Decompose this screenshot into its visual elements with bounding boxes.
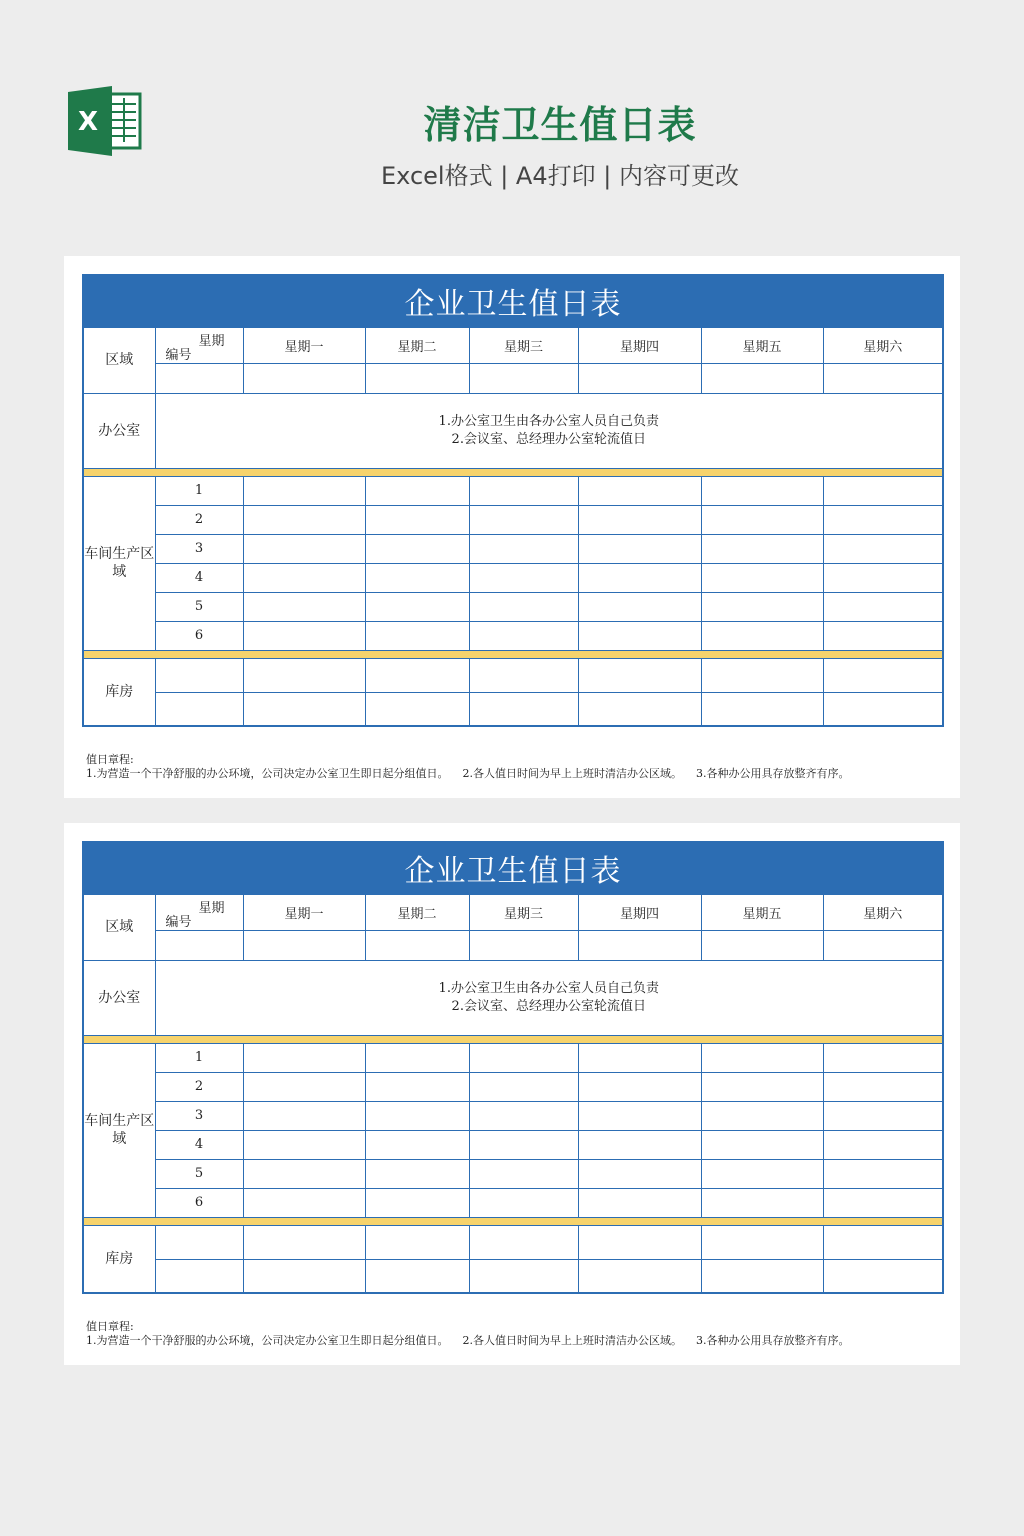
empty-cell[interactable] xyxy=(365,930,469,960)
storage-row xyxy=(83,1225,943,1259)
duty-chapter xyxy=(86,753,864,781)
empty-cell[interactable] xyxy=(701,1072,823,1101)
empty-cell[interactable] xyxy=(578,1101,701,1130)
empty-cell[interactable] xyxy=(823,505,943,534)
empty-cell[interactable] xyxy=(469,1225,578,1259)
day-header: 星期三 xyxy=(469,894,578,930)
empty-cell[interactable] xyxy=(578,505,701,534)
workshop-row xyxy=(83,1101,943,1130)
workshop-row xyxy=(83,534,943,563)
empty-cell[interactable] xyxy=(701,1159,823,1188)
day-header: 星期四 xyxy=(578,894,701,930)
area-header: 区域 xyxy=(83,327,155,393)
empty-cell[interactable] xyxy=(701,1101,823,1130)
empty-cell[interactable] xyxy=(365,658,469,692)
office-label: 办公室 xyxy=(83,960,155,1035)
empty-cell[interactable] xyxy=(578,930,701,960)
workshop-row xyxy=(83,563,943,592)
empty-cell[interactable] xyxy=(578,592,701,621)
empty-cell[interactable] xyxy=(823,1225,943,1259)
empty-cell[interactable] xyxy=(469,1043,578,1072)
empty-cell[interactable] xyxy=(469,1130,578,1159)
empty-cell[interactable] xyxy=(823,1259,943,1293)
day-header: 星期三 xyxy=(469,327,578,363)
empty-cell[interactable] xyxy=(469,930,578,960)
empty-cell[interactable] xyxy=(243,1188,365,1217)
table-title: 企业卫生值日表 xyxy=(83,842,943,894)
empty-cell[interactable] xyxy=(823,363,943,393)
empty-cell[interactable] xyxy=(823,1130,943,1159)
empty-cell[interactable] xyxy=(469,1101,578,1130)
empty-cell[interactable] xyxy=(823,476,943,505)
empty-cell[interactable] xyxy=(469,363,578,393)
separator-bar xyxy=(83,1217,943,1225)
separator-bar xyxy=(83,650,943,658)
empty-cell[interactable] xyxy=(823,1159,943,1188)
empty-cell[interactable] xyxy=(823,692,943,726)
empty-cell[interactable] xyxy=(365,621,469,650)
empty-cell[interactable] xyxy=(365,534,469,563)
empty-cell[interactable] xyxy=(701,1130,823,1159)
row-number: 5 xyxy=(155,592,243,621)
day-header: 星期六 xyxy=(823,327,943,363)
day-header: 星期一 xyxy=(243,894,365,930)
storage-label: 库房 xyxy=(83,1225,155,1293)
empty-cell[interactable] xyxy=(701,1225,823,1259)
storage-row xyxy=(83,658,943,692)
empty-cell[interactable] xyxy=(155,1259,243,1293)
empty-cell[interactable] xyxy=(365,563,469,592)
empty-cell[interactable] xyxy=(578,1259,701,1293)
workshop-row xyxy=(83,1043,943,1072)
page-title: 清洁卫生值日表 xyxy=(423,103,697,147)
empty-cell[interactable] xyxy=(243,476,365,505)
empty-cell[interactable] xyxy=(243,563,365,592)
workshop-row xyxy=(83,505,943,534)
area-header: 区域 xyxy=(83,894,155,960)
duty-table xyxy=(82,274,944,727)
empty-cell[interactable] xyxy=(365,1130,469,1159)
day-header: 星期一 xyxy=(243,327,365,363)
empty-cell[interactable] xyxy=(701,363,823,393)
day-header: 星期二 xyxy=(365,327,469,363)
empty-cell[interactable] xyxy=(155,1225,243,1259)
workshop-label: 车间生产区域 xyxy=(83,1043,155,1217)
table-title: 企业卫生值日表 xyxy=(83,275,943,327)
empty-cell[interactable] xyxy=(469,621,578,650)
office-label: 办公室 xyxy=(83,393,155,468)
empty-cell[interactable] xyxy=(365,1043,469,1072)
storage-row xyxy=(83,692,943,726)
empty-cell[interactable] xyxy=(469,476,578,505)
empty-cell[interactable] xyxy=(701,592,823,621)
empty-cell[interactable] xyxy=(578,534,701,563)
chapter-rule: 2.各人值日时间为早上上班时清洁办公区域。 xyxy=(462,767,682,780)
duty-chapter xyxy=(86,1320,864,1348)
empty-cell[interactable] xyxy=(823,563,943,592)
empty-cell[interactable] xyxy=(823,534,943,563)
empty-cell[interactable] xyxy=(243,1043,365,1072)
empty-cell[interactable] xyxy=(823,658,943,692)
empty-cell[interactable] xyxy=(701,621,823,650)
empty-cell[interactable] xyxy=(578,658,701,692)
sheet-2 xyxy=(64,823,960,1365)
chapter-rule: 1.为营造一个干净舒服的办公环境，公司决定办公室卫生即日起分组值日。 xyxy=(86,767,449,780)
empty-cell[interactable] xyxy=(243,658,365,692)
day-header: 星期六 xyxy=(823,894,943,930)
empty-cell[interactable] xyxy=(578,1072,701,1101)
empty-cell[interactable] xyxy=(365,476,469,505)
empty-cell[interactable] xyxy=(365,1225,469,1259)
workshop-row xyxy=(83,476,943,505)
chapter-rule: 3.各种办公用具存放整齐有序。 xyxy=(696,1334,850,1347)
chapter-rule: 2.各人值日时间为早上上班时清洁办公区域。 xyxy=(462,1334,682,1347)
empty-cell[interactable] xyxy=(243,534,365,563)
empty-cell[interactable] xyxy=(823,592,943,621)
empty-cell[interactable] xyxy=(243,1072,365,1101)
empty-cell[interactable] xyxy=(243,1225,365,1259)
empty-cell[interactable] xyxy=(243,1259,365,1293)
office-notice-line: 2.会议室、总经理办公室轮流值日 xyxy=(451,431,646,447)
row-number: 1 xyxy=(155,1043,243,1072)
corner-weekday-label: 星期 xyxy=(198,333,225,349)
empty-cell[interactable] xyxy=(578,692,701,726)
empty-cell[interactable] xyxy=(365,505,469,534)
empty-cell[interactable] xyxy=(243,930,365,960)
empty-cell[interactable] xyxy=(823,1188,943,1217)
empty-cell[interactable] xyxy=(578,1188,701,1217)
chapter-rule: 3.各种办公用具存放整齐有序。 xyxy=(696,767,850,780)
empty-cell[interactable] xyxy=(578,1130,701,1159)
empty-cell[interactable] xyxy=(823,621,943,650)
empty-cell[interactable] xyxy=(701,505,823,534)
empty-cell[interactable] xyxy=(365,1259,469,1293)
page-subtitle: Excel格式 | A4打印 | 内容可更改 xyxy=(381,162,739,190)
row-number: 4 xyxy=(155,563,243,592)
workshop-row xyxy=(83,1072,943,1101)
empty-cell[interactable] xyxy=(365,592,469,621)
excel-icon-letter: X xyxy=(77,107,99,137)
office-notice xyxy=(155,393,943,468)
empty-cell[interactable] xyxy=(578,476,701,505)
empty-cell[interactable] xyxy=(823,1043,943,1072)
office-notice-line: 2.会议室、总经理办公室轮流值日 xyxy=(451,998,646,1014)
empty-cell[interactable] xyxy=(469,658,578,692)
empty-cell[interactable] xyxy=(243,505,365,534)
empty-cell[interactable] xyxy=(243,621,365,650)
sheet-1 xyxy=(64,256,960,798)
empty-cell[interactable] xyxy=(243,1101,365,1130)
workshop-label: 车间生产区域 xyxy=(83,476,155,650)
empty-cell[interactable] xyxy=(578,563,701,592)
empty-cell[interactable] xyxy=(365,692,469,726)
chapter-rules xyxy=(86,767,864,781)
duty-table xyxy=(82,841,944,1294)
workshop-row xyxy=(83,1159,943,1188)
empty-cell[interactable] xyxy=(469,1259,578,1293)
empty-cell[interactable] xyxy=(823,1072,943,1101)
empty-cell[interactable] xyxy=(701,1259,823,1293)
row-number: 6 xyxy=(155,1188,243,1217)
empty-cell[interactable] xyxy=(469,1188,578,1217)
workshop-row xyxy=(83,1130,943,1159)
empty-cell[interactable] xyxy=(469,1072,578,1101)
empty-cell[interactable] xyxy=(823,930,943,960)
chapter-rules xyxy=(86,1334,864,1348)
empty-cell[interactable] xyxy=(243,363,365,393)
separator-bar xyxy=(83,468,943,476)
workshop-row xyxy=(83,592,943,621)
row-number: 2 xyxy=(155,505,243,534)
chapter-heading: 值日章程: xyxy=(86,753,134,766)
empty-cell[interactable] xyxy=(823,1101,943,1130)
day-header: 星期四 xyxy=(578,327,701,363)
empty-cell[interactable] xyxy=(701,563,823,592)
corner-weekday-label: 星期 xyxy=(198,900,225,916)
empty-cell[interactable] xyxy=(469,1159,578,1188)
empty-cell[interactable] xyxy=(701,534,823,563)
office-notice-line: 1.办公室卫生由各办公室人员自己负责 xyxy=(438,980,659,996)
empty-cell[interactable] xyxy=(155,363,243,393)
day-header: 星期五 xyxy=(701,327,823,363)
row-number: 5 xyxy=(155,1159,243,1188)
empty-cell[interactable] xyxy=(701,658,823,692)
empty-cell[interactable] xyxy=(469,505,578,534)
empty-cell[interactable] xyxy=(155,692,243,726)
empty-cell[interactable] xyxy=(578,1159,701,1188)
empty-cell[interactable] xyxy=(155,930,243,960)
empty-cell[interactable] xyxy=(469,563,578,592)
empty-cell[interactable] xyxy=(701,1043,823,1072)
row-number: 6 xyxy=(155,621,243,650)
empty-cell[interactable] xyxy=(365,1188,469,1217)
empty-cell[interactable] xyxy=(469,692,578,726)
empty-cell[interactable] xyxy=(365,1072,469,1101)
separator-bar xyxy=(83,1035,943,1043)
row-number: 3 xyxy=(155,1101,243,1130)
empty-cell[interactable] xyxy=(701,692,823,726)
day-header: 星期五 xyxy=(701,894,823,930)
corner-header xyxy=(155,894,243,930)
empty-cell[interactable] xyxy=(365,1101,469,1130)
day-header: 星期二 xyxy=(365,894,469,930)
office-notice xyxy=(155,960,943,1035)
row-number: 4 xyxy=(155,1130,243,1159)
storage-row xyxy=(83,1259,943,1293)
empty-cell[interactable] xyxy=(701,930,823,960)
empty-cell[interactable] xyxy=(365,1159,469,1188)
row-number: 3 xyxy=(155,534,243,563)
row-number: 2 xyxy=(155,1072,243,1101)
empty-cell[interactable] xyxy=(701,476,823,505)
empty-cell[interactable] xyxy=(469,592,578,621)
empty-cell[interactable] xyxy=(578,363,701,393)
corner-header xyxy=(155,327,243,363)
empty-cell[interactable] xyxy=(243,592,365,621)
storage-label: 库房 xyxy=(83,658,155,726)
empty-cell[interactable] xyxy=(578,1225,701,1259)
office-notice-line: 1.办公室卫生由各办公室人员自己负责 xyxy=(438,413,659,429)
empty-cell[interactable] xyxy=(155,658,243,692)
empty-cell[interactable] xyxy=(365,363,469,393)
chapter-heading: 值日章程: xyxy=(86,1320,134,1333)
corner-number-label: 编号 xyxy=(165,914,192,930)
workshop-row xyxy=(83,1188,943,1217)
empty-cell[interactable] xyxy=(578,621,701,650)
empty-cell[interactable] xyxy=(469,534,578,563)
empty-cell[interactable] xyxy=(701,1188,823,1217)
empty-cell[interactable] xyxy=(243,1159,365,1188)
row-number: 1 xyxy=(155,476,243,505)
empty-cell[interactable] xyxy=(243,1130,365,1159)
excel-icon xyxy=(68,86,142,156)
chapter-rule: 1.为营造一个干净舒服的办公环境，公司决定办公室卫生即日起分组值日。 xyxy=(86,1334,449,1347)
workshop-row xyxy=(83,621,943,650)
corner-number-label: 编号 xyxy=(165,347,192,363)
empty-cell[interactable] xyxy=(578,1043,701,1072)
empty-cell[interactable] xyxy=(243,692,365,726)
